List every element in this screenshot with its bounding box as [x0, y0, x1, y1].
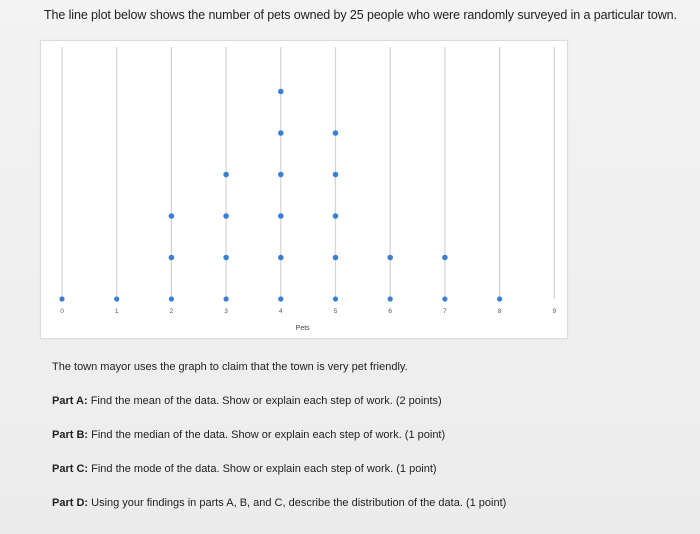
- tick-label-0: 0: [60, 308, 64, 315]
- data-dot: [333, 172, 339, 178]
- axis-tick-4: [278, 296, 283, 301]
- part-a: [52, 394, 442, 408]
- data-dot: [223, 255, 229, 261]
- data-dot: [278, 172, 284, 178]
- data-dot: [278, 130, 284, 136]
- data-dot: [278, 89, 284, 95]
- part-a-text: Find the mean of the data. Show or explain each step of work. (2 points): [87, 395, 442, 407]
- part-b-text: Find the median of the data. Show or explain each step of work. (1 point): [88, 429, 446, 441]
- data-dot: [278, 255, 284, 261]
- part-b-label: Part B:: [52, 429, 89, 441]
- data-dot: [223, 213, 229, 219]
- axis-tick-1: [114, 296, 119, 301]
- tick-label-5: 5: [333, 308, 338, 315]
- part-a-label: Part A:: [52, 395, 88, 407]
- tick-label-8: 8: [497, 308, 502, 315]
- data-dot: [223, 172, 229, 178]
- line-plot-panel: [40, 40, 568, 339]
- tick-label-9: 9: [552, 308, 557, 315]
- part-d: [52, 496, 506, 510]
- data-dot: [442, 255, 448, 261]
- axis-tick-0: [59, 296, 64, 301]
- part-d-text: Using your findings in parts A, B, and C, describe the distribution of the data. (1 point): [88, 497, 507, 509]
- data-dot: [169, 213, 175, 219]
- claim-text: The town mayor uses the graph to claim that the town is very pet friendly.: [52, 361, 408, 373]
- part-b: [52, 428, 445, 442]
- data-dot: [333, 130, 339, 136]
- part-c-label: Part C:: [52, 463, 89, 475]
- data-dot: [333, 213, 339, 219]
- x-axis-title: Pets: [295, 325, 310, 332]
- data-dot: [278, 213, 284, 219]
- axis-tick-2: [169, 296, 174, 301]
- tick-label-1: 1: [114, 308, 119, 315]
- line-plot: [41, 41, 567, 338]
- tick-label-4: 4: [278, 308, 283, 315]
- tick-label-6: 6: [388, 308, 393, 315]
- tick-label-7: 7: [443, 308, 447, 315]
- tick-label-2: 2: [169, 308, 174, 315]
- data-dot: [169, 255, 175, 261]
- intro-text: The line plot below shows the number of pets owned by 25 people who were randomly surveyed in a particular town.: [44, 8, 677, 22]
- axis-tick-6: [388, 296, 393, 301]
- axis-tick-3: [224, 296, 229, 301]
- data-dot: [333, 255, 339, 261]
- data-dot: [387, 255, 393, 261]
- axis-tick-8: [497, 296, 502, 301]
- axis-tick-7: [442, 296, 447, 301]
- axis-tick-5: [333, 296, 338, 301]
- part-c: [52, 462, 437, 476]
- part-d-label: Part D:: [52, 497, 89, 509]
- part-c-text: Find the mode of the data. Show or explain each step of work. (1 point): [88, 463, 437, 475]
- tick-label-3: 3: [224, 308, 228, 315]
